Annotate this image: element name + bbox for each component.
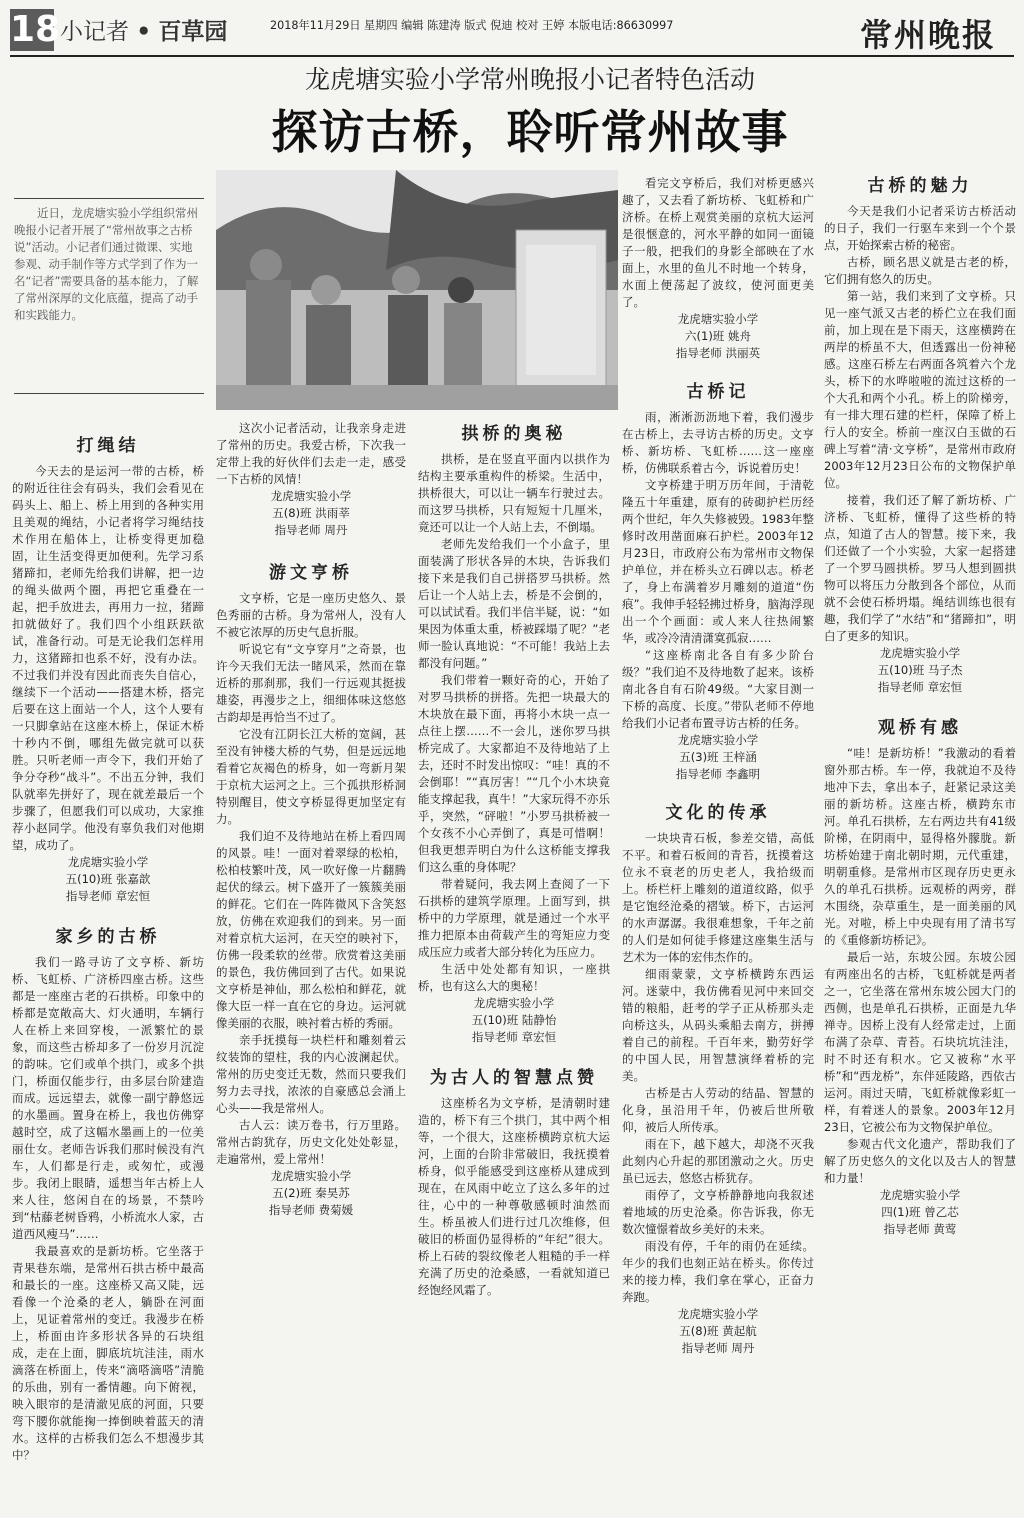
author-teacher: 指导老师 章宏恒 [471,1030,557,1044]
article-paragraph: 接着，我们还了解了新坊桥、广济桥、飞虹桥，懂得了这些桥的特点，知道了古人的智慧。接下来，我们还做了一个小实验，大家一起搭建了一个罗马圆拱桥。罗马人想到圆拱物可以将压力分散到各个部位，从而就不会使石桥坍塌。绳结训练也很有趣，我们学了“水结”和“猪蹄扣”，明白了更多的知识。 [824,493,1016,643]
article-paragraph: 听说它有“文亨穿月”之奇景，也许今天我们无法一睹风采，然而在靠近桥的那刹那，我们一行远观其挺拔雄姿，再漫步之上，细细体味这悠悠古韵却是再恰当不过了。 [216,642,406,724]
article-paragraph: 亲手抚摸每一块栏杆和雕刻着云纹装饰的望柱，我的内心波澜起伏。常州的历史变迁无数，然而只要我们努力去寻找，浓浓的自豪感总会涌上心头——我是常州人。 [216,1033,406,1115]
article-paragraph: 这次小记者活动，让我亲身走进了常州的历史。我爱古桥，下次我一定带上我的好伙伴们去走一走，感受一下古桥的风情！ [216,421,406,486]
section-label [60,13,227,46]
author-student: 五(10)班 陆静怡 [471,1013,557,1027]
author-teacher: 指导老师 洪丽英 [675,346,761,360]
author-school: 龙虎塘实验小学 [879,646,961,660]
page-number: 18 [10,9,61,50]
author-school: 龙虎塘实验小学 [677,733,759,747]
section-dot: • [136,19,152,45]
author-school: 龙虎塘实验小学 [473,996,555,1010]
author-teacher: 指导老师 章宏恒 [65,889,151,903]
column-2 [216,420,406,1507]
author-student: 五(8)班 洪雨莘 [272,506,350,520]
article-paragraph: 带着疑问，我去网上查阅了一下石拱桥的建筑学原理。上面写到，拱桥中的力学原理，就是通过一个水平推力把原本由荷载产生的弯矩应力变成压应力或者大部分转化为压应力。 [418,877,610,959]
article-paragraph: 雨在下，越下越大，却浇不灭我此刻内心升起的那团激动之火。历史虽已远去，悠悠古桥犹存。 [622,1137,814,1185]
article-title: 打绳结 [76,436,140,456]
article-title: 古桥记 [686,382,750,402]
author-teacher: 指导老师 李鑫明 [675,767,761,781]
article-paragraph: 这座桥名为文亨桥，是清朝时建造的，桥下有三个拱门，其中两个相等，一个很大，这座桥横跨京杭大运河，上面的台阶非常破旧，我抚摸着桥身，似乎能感受到这座桥从建成到现在，在风雨中屹立了这么多年的过往，心中的一种尊敬感顿时油然而生。桥虽被人们进行过几次维修，但破旧的桥面仍显得桥的“年纪”很大。桥上石砖的裂纹像老人粗糙的手一样充满了历史的沧桑感，一看就知道已经饱经风霜了。 [418,1096,610,1297]
author-student: 五(3)班 王梓涵 [679,750,757,764]
article-paragraph: 古人云：读万卷书，行万里路。常州古韵犹存，历史文化处处彰显，走遍常州，爱上常州！ [216,1118,406,1166]
author-teacher: 指导老师 周丹 [274,523,348,537]
article-paragraph: 古桥，顾名思义就是古老的桥，它们拥有悠久的历史。 [824,255,1016,286]
article-title: 为古人的智慧点赞 [430,1068,598,1088]
article-paragraph: 古桥是古人劳动的结晶、智慧的化身，虽沿用千年，仍被后世所敬仰，被后人所传承。 [622,1086,814,1134]
column-5 [824,172,1016,1507]
article-paragraph: 参观古代文化遗产，帮助我们了解了历史悠久的文化以及古人的智慧和力量！ [824,1137,1016,1185]
author-student: 五(10)班 马子杰 [877,663,963,677]
author-teacher: 指导老师 章宏恒 [877,680,963,694]
activity-photo [216,170,618,410]
article-paragraph: 一块块青石板，参差交错，高低不平。和着石板间的青苔，抚摸着这位永不衰老的历史老人，我拾级而上。桥栏杆上雕刻的道道纹路，似乎是它饱经沧桑的褶皱。桥下，古运河的水声潺潺。我很难想象，千年之前的人们是如何徒手修建这座集生活与艺术为一体的宏伟杰作的。 [622,831,814,964]
column-1 [12,432,204,1507]
article-paragraph: 细雨蒙蒙，文亨桥横跨东西运河。迷蒙中，我仿佛看见河中来回交错的粮船，赶考的学子正从桥那头走向桥这头，从码头乘船去南方，拼搏着自己的前程。千百年来，勤劳好学的中国人民，用智慧演绎着桥的完美。 [622,967,814,1083]
article-paragraph: 它没有江阴长江大桥的宽阔，甚至没有钟楼大桥的气势，但是远远地看着它灰褐色的桥身，如一弯新月架于京杭大运河之上。三个孤拱形桥洞特别醒目，使文亨桥显得更加坚定有力。 [216,727,406,826]
intro-rule-bottom [14,393,204,394]
article-paragraph: 看完文亨桥后，我们对桥更感兴趣了，又去看了新坊桥、飞虹桥和广济桥。在桥上观赏美丽的京杭大运河是很惬意的，河水平静的如同一面镜子一般，把我们的身影全部映在了水面上，水里的鱼儿不时地一个转身，水面上便荡起了波纹，使河面更美了。 [622,176,814,309]
article-title: 拱桥的奥秘 [461,424,567,444]
article-paragraph: 生活中处处都有知识，一座拱桥，也有这么大的奥秘！ [418,962,610,993]
masthead-rule [10,55,1014,57]
article-paragraph: 文亨桥，它是一座历史悠久、景色秀丽的古桥。身为常州人，没有人不被它浓厚的历史气息折服。 [216,591,406,639]
article-paragraph: 最后一站，东坡公园。东坡公园有两座出名的古桥，飞虹桥就是两者之一，它坐落在常州东坡公园大门的西侧，也是单孔石拱桥，正面是九华禅寺。因桥上没有人经常走过，上面布满了杂草、青苔。石块坑坑洼洼，时不时还有积水。它又被称“水平桥”和“西龙桥”，东伴延陵路，西依古运河。雨过天晴，飞虹桥就像彩虹一样，有着迷人的景象。2003年12月23日，它被公布为文物保护单位。 [824,950,1016,1134]
author-teacher: 指导老师 周丹 [681,1341,755,1355]
author-school: 龙虎塘实验小学 [879,1188,961,1202]
masthead [0,0,1024,56]
article-title: 游文亨桥 [269,563,353,583]
author-school: 龙虎塘实验小学 [270,489,352,503]
column-4 [622,175,814,1507]
section-prefix: 小记者 [60,19,129,45]
article-paragraph: 雨停了，文亨桥静静地向我叙述着地域的历史沧桑。你告诉我，你无数次憧憬着故乡美好的未来。 [622,1188,814,1236]
author-teacher: 指导老师 黄莺 [883,1222,957,1236]
article-paragraph: 拱桥，是在竖直平面内以拱作为结构主要承重构件的桥梁。生活中，拱桥很大，可以让一辆车行驶过去。而这罗马拱桥，只有短短十几厘米，竟还可以让一个人站上去，不倒塌。 [418,452,610,534]
section-name: 百草园 [158,19,228,45]
author-teacher: 指导老师 费菊媛 [268,1203,354,1217]
newspaper-logo: 常州晚报 [860,16,997,54]
article-paragraph: 今天是我们小记者采访古桥活动的日子，我们一行驱车来到一个个景点，开始探索古桥的秘密。 [824,204,1016,252]
page-subtitle: 龙虎塘实验小学常州晚报小记者特色活动 [304,65,755,94]
intro-text: 近日，龙虎塘实验小学组织常州晚报小记者开展了“常州故事之古桥说”活动。小记者们通过微课、实地参观、动手制作等方式学到了作为一名“记者”需要具备的基本能力，了解了常州深厚的文化底蕴，提高了动手和实践能力。 [14,206,199,322]
author-student: 四(1)班 曾乙芯 [881,1205,959,1219]
article-paragraph: 雨没有停，千年的雨仍在延续。年少的我们也刻正站在桥头。你传过来的接力棒，我们拿在掌心，正奋力奔跑。 [622,1239,814,1304]
page-headline: 探访古桥，聆听常州故事 [271,105,789,159]
article-paragraph: 我最喜欢的是新坊桥。它坐落于青果巷东端，是常州石拱古桥中最高和最长的一座。这座桥又高又陡，远看像一个沧桑的老人，躺卧在河面上，见证着常州的变迁。我漫步在桥上，桥面由许多形状各异的石块组成，走在上面，脚底坑坑洼洼，雨水滴落在桥面上，传来“滴嗒滴嗒”清脆的乐曲，别有一番情趣。向下俯视，映入眼帘的是清澈见底的河面，只要弯下腰你就能掬一捧倒映着蓝天的清水。这样的古桥我们怎么不想漫步其中？ [12,1244,204,1462]
author-school: 龙虎塘实验小学 [270,1169,352,1183]
article-paragraph: 雨，淅淅沥沥地下着，我们漫步在古桥上，去寻访古桥的历史。文亨桥、新坊桥、飞虹桥……这一座座桥，仿佛联系着古今，诉说着历史！ [622,410,814,475]
intro-rule-top [14,198,204,199]
article-paragraph: “哇！是新坊桥！”我激动的看着窗外那古桥。车一停，我就迫不及待地冲下去，拿出本子，赶紧记录这美丽的新坊桥。这座古桥，横跨东市河。单孔石拱桥，左右两边共有41级阶梯，在阴雨中，显得格外朦胧。新坊桥始建于南北朝时期，元代重建，明朝重修。是常州市区现存历史更永久的单孔石拱桥。远观桥的两旁，群木围绕，杂草重生，是一面美丽的风光。对啦，桥上中央现有用了清书写的《重修新坊桥记》。 [824,746,1016,947]
author-student: 五(2)班 秦昊苏 [272,1186,350,1200]
article-paragraph: 我们一路寻访了文亨桥、新坊桥、飞虹桥、广济桥四座古桥。这些都是一座座古老的石拱桥。印象中的桥都是宽敞高大、灯火通明，车辆行人在桥上来回穿梭，一派繁忙的景象，而这些古桥却多了一份岁月沉淀的韵味。它们或单个拱门，或多个拱门，桥面仅能步行，由多层台阶建造而成。远远望去，就像一副宁静悠远的水墨画。置身在桥上，我也仿佛穿越时空，成了这幅水墨画上的一位美丽仕女。老师告诉我们那时候没有汽车，人们都是行走，或匆忙，或漫步。我闭上眼睛，遥想当年古桥上人来人往，悠闲自在的场景，不禁吟到“枯藤老树昏鸦，小桥流水人家，古道西风瘦马”…… [12,955,204,1241]
column-3 [418,420,610,1507]
article-title: 古桥的魅力 [867,176,973,196]
article-title: 家乡的古桥 [55,927,161,947]
article-title: 文化的传承 [665,803,771,823]
author-school: 龙虎塘实验小学 [67,855,149,869]
author-student: 六(1)班 姚舟 [685,329,751,343]
article-paragraph: 我们迫不及待地站在桥上看四周的风景。哇！一面对着翠绿的松柏，松柏枝繁叶茂，风一吹好像一片翻腾起伏的绿云。树下盛开了一簇簇美丽的鲜花。它们在一阵阵微风下含笑怒放，仿佛在欢迎我们的到来。另一面对着京杭大运河，在天空的映衬下，仿佛一段柔软的丝带。欣赏着这美丽的景色，我仿佛回到了古代。如果说文亨桥是神仙，那么松柏和鲜花，就像大臣一样一直在它的身边。运河就像美丽的衣服，映衬着古桥的秀丽。 [216,829,406,1030]
article-paragraph: 我们带着一颗好奇的心，开始了对罗马拱桥的拼搭。先把一块最大的木块放在最下面，再将小木块一点一点往上摆……不一会儿，迷你罗马拱桥完成了。大家都迫不及待地站了上去，还时不时发出惊叹：“哇！真的不会倒耶！”“真厉害！”“几个小木块竟能支撑起我，真牛！”大家玩得不亦乐乎，突然，“砰啦！”小罗马拱桥被一个女孩不小心弄倒了，真是可惜啊！但我更想弄明白为什么这桥能支撑我们这么重的身体呢？ [418,673,610,874]
article-title: 观桥有感 [878,718,962,738]
article-paragraph: 今天去的是运河一带的古桥，桥的附近往往会有码头，我们会看见在码头上、船上、桥上用到的各种实用且美观的绳结，小记者将学习绳结技术作用在船体上，让桥变得更加稳固，让生活变得更加便利。先学习系猪蹄扣，老师先给我们讲解，把一边的绳头做两个圈，再把它重叠在一起，把手放进去，再用力一拉，猪蹄扣就做好了。我们四个小组跃跃欲试，准备行动。可是无论我们怎样用力，这猪蹄扣也系不好，没有办法。不过我们并没有因此而丧失自信心，继续下一个活动——搭建木桥，搭完后要在这上面站一个人，这个人要有一只脚拿站在这座木桥上，保证木桥十秒内不倒，哪组先做完就可以获胜。只听老师一声令下，我们开始了争分夺秒“战斗”。不出五分钟，我们队就率先拼好了，现在就差最后一个步骤了，但愿我们可以成功，大家推荐小赵同学。他没有辜负我们对他期望，成功了。 [12,464,204,852]
author-school: 龙虎塘实验小学 [677,1307,759,1321]
author-student: 五(8)班 黄起航 [679,1324,757,1338]
article-paragraph: “这座桥南北各自有多少阶台级？”我们迫不及待地数了起来。该桥南北各自有石阶49级。“大家目测一下桥的高度、长度。”带队老师不停地给我们小记者布置寻访古桥的任务。 [622,648,814,730]
article-paragraph: 文亨桥建于明万历年间，于清乾隆五十年重建，原有的砖砌护栏历经两个世纪，年久失修被毁。1983年整修时改用凿面麻石护栏。2003年12月23日，市政府公布为常州市文物保护单位，并在桥头立石碑以志。桥老了，身上布满着岁月雕刻的道道“伤痕”。我伸手轻轻拂过桥身，脑海浮现出一个个画面：或人来人往热闹繁华，或冷冷清清潇寞孤寂…… [622,478,814,645]
article-paragraph: 老师先发给我们一个小盒子，里面装满了形状各异的木块，告诉我们接下来是我们自己拼搭罗马拱桥。然后让一个人站上去，桥是不会倒的，可以试试看。我们半信半疑，说：“如果因为体重太重，桥被踩塌了呢？”老师一脸认真地说：“不可能！我站上去都没有问题。” [418,537,610,670]
author-school: 龙虎塘实验小学 [677,312,759,326]
article-paragraph: 第一站，我们来到了文亨桥。只见一座气派又古老的桥伫立在我们面前，加上现在是下雨天，这座横跨在两岸的桥虽不大，但透露出一份神秘感。这座石桥左右两面各筑着六个龙头，桥下的水哗啦啦的流过这桥的一个大孔和两个小孔。桥上的阶梯旁，有一排大理石建的栏杆，保障了桥上行人的安全。桥前一座汉白玉做的石碑上写着“清·文亨桥”，是常州市政府2003年12月23日公布的文物保护单位。 [824,289,1016,490]
author-student: 五(10)班 张嘉歆 [65,872,151,886]
issue-meta: 2018年11月29日 星期四 编辑 陈建涛 版式 倪迪 校对 王婷 本版电话:86630997 [270,19,674,32]
